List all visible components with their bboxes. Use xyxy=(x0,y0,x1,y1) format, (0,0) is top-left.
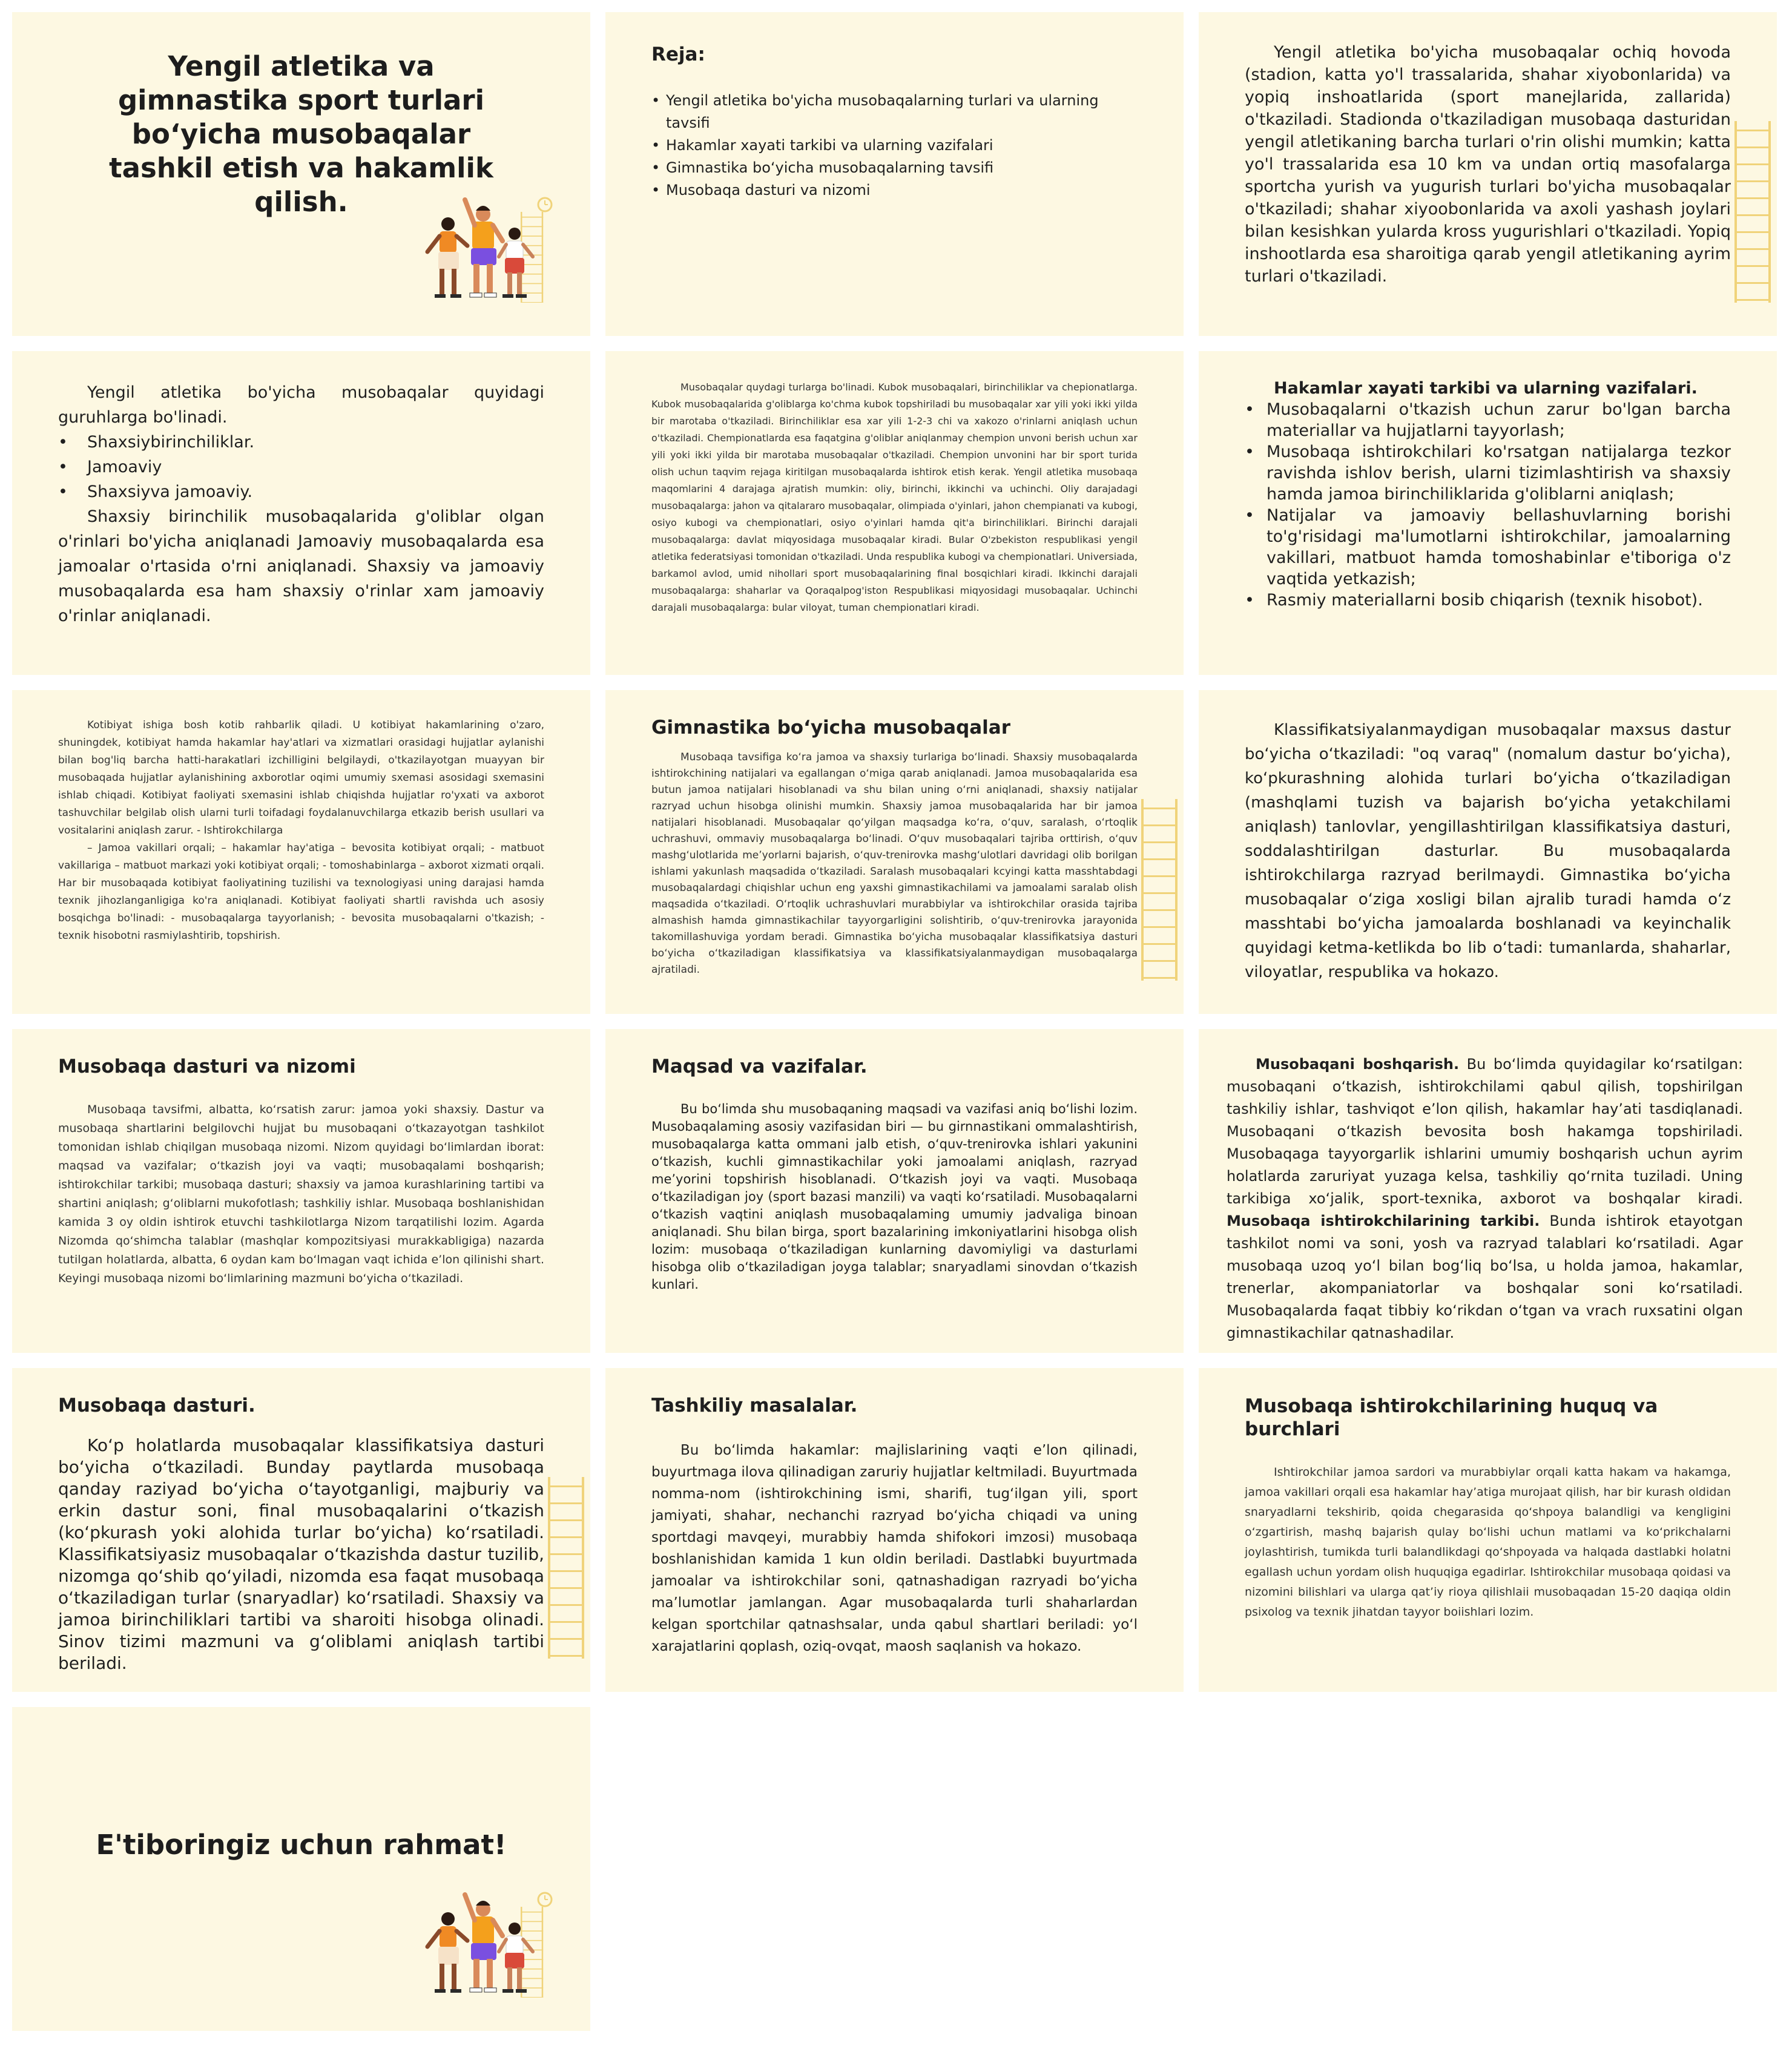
group-item: • Shaxsiybirinchiliklar. xyxy=(58,430,544,455)
plan-item: • Gimnastika bo‘yicha musobaqalarning tavsifi xyxy=(651,157,1138,179)
management-bold-2: Musobaqa ishtirokchilarining tarkibi. xyxy=(1227,1212,1540,1229)
secretariat-text-1: Kotibiyat ishiga bosh kotib rahbarlik qiladi. U kotibiyat hakamlarining o'zaro, shuningdek, kotibiyat hamda hakamlar hay'atlari va xizmatlari orasidagi hujjatlar aylanishi bilan bog'liq barcha hatti-harakatlari izchilligini belgilaydi, o'tkazilayotgan muayyan bir musobaqada hujjatlar aylanishining axborotlar oqimi umumiy sxemasi asosidagi sxemasini ishlab chiqadi. Kotibiyat faoliyati sxemasini ishlab chiqishda hujjatlar ro'yxati va axborot tashuvchilar belgilab olish ularni turli toifadagi foydalanuvchilarga etkazib berish usullari va vositalarini aniqlash zarur. - Ishtirokchilarga xyxy=(58,719,544,837)
management-text xyxy=(1227,1053,1743,1344)
gymnastics-heading: Gimnastika bo‘yicha musobaqalar xyxy=(651,717,1011,738)
athletics-venues-text: Yengil atletika bo'yicha musobaqalar ochiq hovoda (stadion, katta yo'l trassalarida, shahar xiyobonlarida) va yopiq inshoatlarida (sport manejlarida, zallarida) o'tkaziladi. Stadionda o'tkaziladigan musobaqa dasturidan yengil atletikaning barcha turlari o'rin olishi mumkin; katta yo'l trassalarida esa 10 km va undan ortiq masofalarga sportcha yurish va yugurish turlari bo'yicha musobaqalar o'tkaziladi; shahar xiyoobonlarida va axoli yashash joylari bilan kesishkan yularda kross yugurishlari o'tkaziladi. Yopiq inshootlarda esa sharoitiga qarab yengil atletikaning ayrim turlari o'tkaziladi. xyxy=(1245,43,1731,286)
judges-duties-list xyxy=(1245,399,1731,611)
ladder-decoration xyxy=(1734,121,1777,303)
ladder-decoration xyxy=(1141,799,1184,981)
slide-12 xyxy=(1199,1029,1777,1353)
plan-item: • Hakamlar xayati tarkibi va ularning vazifalari xyxy=(651,134,1138,157)
competition-types-text: Musobaqalar quydagi turlarga bo'linadi. Kubok musobaqalari, birinchiliklar va chepionatlarga. Kubok musobaqalarida g'oliblarga ko'chma kubok topshiriladi bu musobaqalar xar yili yoki ikki yilda bir marotaba o'tkaziladi. Birinchiliklar esa xar yili 1-2-3 chi va xakozo o'rinlarni aniqlash uchun o'tkaziladi. Chempionatlarda esa faqatgina g'oliblar aniqlanmay chempion unvoni berish uchun xar yili yoki ikki yilda bir marotaba musobaqalar o'tkaziladi. Chempion unvonini har bir sport turida olish uchun taqvim rejaga kiritilgan musobaqalarda ishtirok etish kerak. Yengil atletika musobaqa maqomlarini 4 darajaga ajratish mumkin: oliy, birinchi, ikkinchi va uchinchi. Oliy darajadagi musobaqalarga: jahon va qitalararo musobaqalar, olimpiada o'yinlari, jahon chempianati va kubogi, osiyo kubogi va chempionatlari, osiyo o'yinlari hamda qit'a birinchiliklari. Birinchi darajali musobaqalarga: davlat miqyosidaga musobaqalar kiradi. Bular O'zbekiston respublikasi yengil atletika federatsiyasi tomonidan o'tkaziladi. Unda respublika kubogi va chempionatlari. Universiada, barkamol avlod, umid nihollari sport musobaqalarining final bosqichlari kiradi. Ikkinchi darajali musobaqalarga: shaharlar va Qoraqalpog'iston Respublikasi miqyosidagi musobaqalar. Uchinchi darajali musobaqalarga: bular viloyat, tuman chempionatlari kiradi. xyxy=(651,381,1138,613)
rights-text: Ishtirokchilar jamoa sardori va murabbiylar orqali katta hakam va hakamga, jamoa vakillari orqali esa hakamlar hay’atiga murojaat qilish, har bir kurash oldidan snaryadlarni tekshirib, qoida chegarasida qo‘shpoya balandligi va kengligini o‘zgartirish, mashq bajarish qulay bo‘lishi uchun matlami va ko‘prikchalarni joylashtirish, tumikda turli balandlikdagi qo‘shpoyada va halqada dastlabki holatni egallash uchun yordam olish huquqiga egadirlar. Ishtirokchilar musobaqa qoidasi va nizomini bilishlari va ularga qat’iy rioya qilishlaii musobaqadan 15-20 daqiqa oldin psixolog va texnik jihatdan tayyor boiishlari lozim. xyxy=(1245,1465,1731,1619)
slide-5 xyxy=(605,351,1184,675)
management-bold-1: Musobaqani boshqarish. xyxy=(1256,1056,1460,1073)
group-item: • Jamoaviy xyxy=(58,455,544,479)
slide-16 xyxy=(12,1707,590,2031)
closing-title: E'tiboringiz uchun rahmat! xyxy=(96,1829,507,1861)
gymnastics-text: Musobaqa tavsifiga ko‘ra jamoa va shaxsiy turlariga bo‘linadi. Shaxsiy musobaqalarda ishtirokchining natijalari va egallangan o‘miga qarab aniqlanadi. Jamoa musobaqalarida esa butun jamoa natijalari hisoblanadi va shu bilan uning o‘rni aniqlanadi, shaxsiy natijalar razryad uchun hisobga olinishi mumkin. Shaxsiy jamoa musobaqalarida har bir jamoa natijalari hisoblanadi. Musobaqalar qo‘yilgan maqsadga ko‘ra, o‘quv, saralash, o‘rtoqlik uchrashuvi, ommaviy musobaqalarga bo‘linadi. O‘quv musobaqalari tajriba orttirish, o‘quv mashg‘ulotlarida me’yorlarni bajarish, o‘quv-trenirovka mashg‘ulotlari davridagi olib borilgan ishlami yakunlash maqsadida o‘tkaziladi. Saralash musobaqalari kcyingi katta masshtabdagi musobaqalardagi chiqishlar uchun eng yaxshi gimnastikachilami va jamoalami saralab olish maqsadida o‘tkaziladi. O‘rtoqlik uchrashuvlari murabbiylar va ishtirokchilar orasida tajriba almashish hamda gimnastikachilar tayyorgarligini solishtirib, o‘quv-trenirovka jarayonida takomillashuviga yordam beradi. Gimnastika bo‘yicha musobaqalar klassifikatsiya dasturi bo‘yicha o‘tkaziladigan klassifikatsiya va klassifikatsiyalanmaydigan musobaqalarga ajratiladi. xyxy=(651,751,1138,976)
duty-item: • Natijalar va jamoaviy bellashuvlarning borishi to'g'risidagi ma'lumotlarni ishtirokchilar, jamoalarning vakillari, matbuot hamda tomoshabinlar e'tiboriga o'z vaqtida yetkazish; xyxy=(1245,505,1731,590)
slide-15 xyxy=(1199,1368,1777,1692)
slide-8 xyxy=(605,690,1184,1014)
athletes-illustration xyxy=(424,194,560,303)
presentation-title: Yengil atletika va gimnastika sport turlari bo‘yicha musobaqalar tashkil etish va hakamlik qilish. xyxy=(109,50,493,218)
slide-13 xyxy=(12,1368,590,1692)
management-body-1: Bu bo‘limda quyidagilar ko‘rsatilgan: musobaqani o‘tkazish, ishtirokchilami qabul qilish, topshirilgan tashkiliy ishlar, tashviqot e’lon qilish, hakamlar hay’ati tasdiqlanadi. Musobaqani o‘tkazish bevosita bosh hakamga topshiriladi. Musobaqaga tayyorgarlik ishlarini umumiy boshqarish uchun ayrim holatlarda zaruriyat yuzaga kelsa, tashkiliy qo‘rnita tuziladi. Uning tarkibiga xo‘jalik, sport-texnika, axborot va boshqalar kiradi. xyxy=(1227,1056,1744,1207)
slide-7 xyxy=(12,690,590,1014)
goals-heading: Maqsad va vazifalar. xyxy=(651,1056,868,1077)
duty-item: • Musobaqa ishtirokchilari ko'rsatgan natijalarga tezkor ravishda ishlov berish, ularni tizimlashtirish va shaxsiy hamda jamoa birinchiliklarida g'oliblarni aniqlash; xyxy=(1245,441,1731,505)
unclassified-text: Klassifikatsiyalanmaydigan musobaqalar maxsus dastur bo‘yicha o‘tkaziladi: "oq varaq" (nomalum dastur bo‘yicha), ko‘pkurashning alohida turlari bo‘yicha o‘tkaziladigan (mashqlami tuzish va bajarish bo‘yicha yetakchilami aniqlash) tanlovlar, yengillashtirilgan klassifikatsiya dasturi, soddalashtirilgan dasturlar. Bu musobaqalarda ishtirokchilarga razryad berilmaydi. Gimnastika bo‘yicha musobaqalar o‘ziga xosligi bilan ajralib turadi hamda o‘z masshtabi bo‘yicha jamoalarda boshlanadi va keyinchalik quyidagi ketma-ketlikda bo lib o‘tadi: tumanlarda, shaharlar, viloyatlar, respublika va hokazo. xyxy=(1245,721,1731,981)
secretariat-text-2: – Jamoa vakillari orqali; – hakamlar hay'atiga – bevosita kotibiyat orqali; - matbuot vakillariga – matbuot markazi yoki kotibiyat orqali; - tomoshabinlarga – axborot xizmati orqali. Har bir musobaqada kotibiyat faoliyatining tuzilishi va texnologiyasi uning darajasi hamda texnik jihozlanganligiga ko'ra aniqlanadi. Kotibiyat faoliyati shartli ravishda uch asosiy bosqichga bo'linadi: - musobaqalarga tayyorlanish; - bevosita musobaqalarni o'tkazish; - texnik hisobotni rasmiylashtirib, topshirish. xyxy=(58,842,544,942)
slide-14 xyxy=(605,1368,1184,1692)
athletes-illustration xyxy=(424,1889,560,1998)
slide-2 xyxy=(605,12,1184,336)
slide-6 xyxy=(1199,351,1777,675)
rights-heading: Musobaqa ishtirokchilarining huquq va burchlari xyxy=(1245,1395,1658,1440)
organization-text: Bu bo‘limda hakamlar: majlislarining vaqti e’lon qilinadi, buyurtmaga ilova qilinadigan zaruriy hujjatlar keltmiladi. Buyurtmada nomma-nom (ishtirokchining ismi, sharifi, tug‘ilgan yili, sport jamiyati, shahar, nechanchi razryad bo‘yicha chiqadi va uning sportdagi mavqeyi, murabbiy hamda shifokori imzosi) musobaqa boshlanishidan kamida 1 kun oldin beriladi. Dastlabki buyurtmada jamoalar va ishtirokchilar soni, qatnashadigan razryadi bo‘yicha ma’lumotlar jamlangan. Agar musobaqalarda turli shaharlardan kelgan sportchilar qatnashsalar, unda qabul shartlari beriladi: yo‘l xarajatlarini qoplash, oziq-ovqat, maosh saqlanish va hokazo. xyxy=(651,1442,1138,1654)
program-rules-heading: Musobaqa dasturi va nizomi xyxy=(58,1056,356,1077)
slide-9 xyxy=(1199,690,1777,1014)
slide-10 xyxy=(12,1029,590,1353)
judges-heading: Hakamlar xayati tarkibi va ularning vazifalari. xyxy=(1274,379,1698,398)
duty-item: • Musobaqalarni o'tkazish uchun zarur bo'lgan barcha materiallar va hujjatlarni tayyorlash; xyxy=(1245,399,1731,441)
plan-list xyxy=(651,90,1138,202)
group-item: • Shaxsiyva jamoaviy. xyxy=(58,479,544,504)
groups-list xyxy=(58,430,544,504)
management-body-2: Bunda ishtirok etayotgan tashkilot nomi va soni, yosh va razryad talablari ko‘rsatiladi. Agar musobaqa uzoq yo‘l bilan bog‘liq bo‘lsa, u holda jamoa, hakamlar, trenerlar, akompaniatorlar va boshqalar soni ko‘rsatiladi. Musobaqalarda faqat tibbiy ko‘rikdan o‘tgan va vrach ruxsatini olgan gimnastikachilar qatnashadilar. xyxy=(1227,1212,1743,1341)
goals-text: Bu bo‘limda shu musobaqaning maqsadi va vazifasi aniq bo‘lishi lozim. Musobaqalaming asosiy vazifasidan biri — bu girnnastikani ommalashtirish, musobaqalarga katta ommani jalb etish, o‘quv-trenirovka ishlari yakunini o‘tkazish, kuchli gimnastikachilar yoki jamoalami aniqlash, razryad me’yorini topshirish hisoblanadi. O‘tkazish joyi va vaqti. Musobaqa o‘tkaziladigan joy (sport bazasi manzili) va vaqti ko‘rsatiladi. Musobaqalarni o‘tkazish vaqtini aniqlash musobaqalaming umumiy jadvaliga binoan aniqlanadi. Shu bilan birga, sport bazalarining imkoniyatlarini hisobga olish lozim: musobaqa o‘tkaziladigan kunlarning davomiyligi va dasturlami hisobga olib o‘tkaziladigan joyga talablar; snaryadlami sinovdan o‘tkazish kunlari. xyxy=(651,1102,1138,1292)
program-rules-text: Musobaqa tavsifmi, albatta, ko‘rsatish zarur: jamoa yoki shaxsiy. Dastur va musobaqa shartlarini belgilovchi hujjat bu musobaqani o‘tkazayotgan tashkilot tomonidan ishlab chiqilgan musobaqa nizomi. Nizom quyidagi bo‘limlardan iborat: maqsad va vazifalar; o‘tkazish joyi va vaqti; musobaqalami boshqarish; ishtirokchilar tarkibi; musobaqa dasturi; shaxsiy va jamoa kurashlarining tartibi va shartini aniqlash; g‘oliblarni mukofotlash; tashkiliy ishlar. Musobaqa boshlanishidan kamida 3 oy oldin ishtirok etuvchi tashkilotlarga Nizom tarqatilishi lozim. Agarda Nizomda qo‘shimcha talablar (mashqlar kompozitsiyasi murakkabligiga) nazarda tutilgan holatlarda, albatta, 6 oydan kam bo‘lmagan vaqt ichida e’lon qilinishi shart. Keyingi musobaqa nizomi bo‘limlarining mazmuni bo‘yicha o‘tkaziladi. xyxy=(58,1103,544,1285)
groups-intro: Yengil atletika bo'yicha musobaqalar quyidagi guruhlarga bo'linadi. xyxy=(58,383,544,427)
program-text: Ko‘p holatlarda musobaqalar klassifikatsiya dasturi bo‘yicha o‘tkaziladi. Bunday paytlarda musobaqa qanday raziyad bo‘yicha o‘tayotganligi, majburiy va erkin dastur soni, final musobaqalarini o‘tkazish (ko‘pkurash yoki alohida turlar bo‘yicha) ko‘rsatiladi. Klassifikatsiyasiz musobaqalar o‘tkazishda dastur tuzilib, nizomga qo‘shib qo‘yiladi, nizomda esa faqat musobaqa o‘tkaziladigan turlar (snaryadlar) ko‘rsatiladi. Shaxsiy va jamoa birinchiliklari tartibi va sharoiti hisobga olinadi. Sinov tizimi mazmuni va g‘oliblami aniqlash tartibi beriladi. xyxy=(58,1435,544,1673)
plan-item: • Musobaqa dasturi va nizomi xyxy=(651,179,1138,202)
slide-4 xyxy=(12,351,590,675)
ladder-decoration xyxy=(548,1477,590,1659)
organization-heading: Tashkiliy masalalar. xyxy=(651,1395,858,1416)
slide-1 xyxy=(12,12,590,336)
slide-3 xyxy=(1199,12,1777,336)
plan-item: • Yengil atletika bo'yicha musobaqalarning turlari va ularning tavsifi xyxy=(651,90,1138,134)
plan-heading: Reja: xyxy=(651,44,705,65)
duty-item: • Rasmiy materiallarni bosib chiqarish (texnik hisobot). xyxy=(1245,590,1731,611)
program-heading: Musobaqa dasturi. xyxy=(58,1395,255,1416)
slide-11 xyxy=(605,1029,1184,1353)
groups-outro: Shaxsiy birinchilik musobaqalarida g'oliblar olgan o'rinlari bo'yicha aniqlanadi Jamoaviy musobaqalarda esa jamoalar o'rtasida o'rni aniqlanadi. Shaxsiy va jamoaviy musobaqalarda esa ham shaxsiy o'rinlar xam jamoaviy o'rinlar aniqlanadi. xyxy=(58,507,544,625)
